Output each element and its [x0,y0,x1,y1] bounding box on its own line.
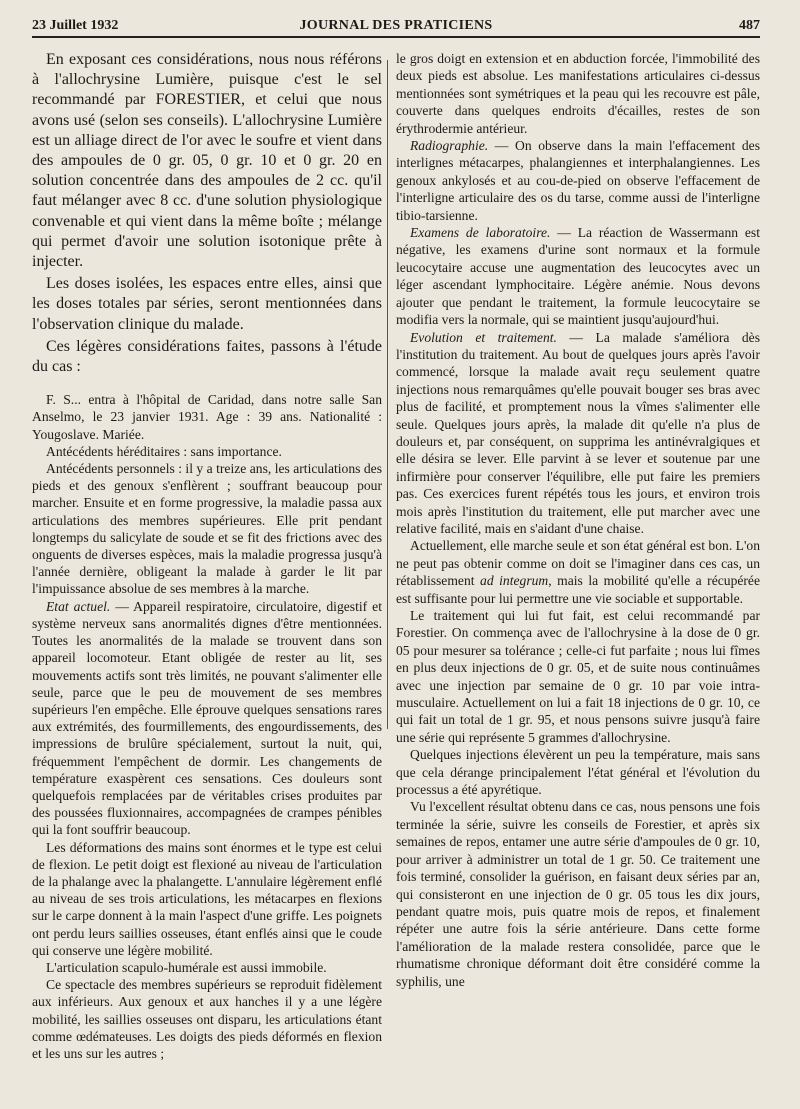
treatment-paragraph: Vu l'excellent résultat obtenu dans ce cas, nous pensons une fois terminée la série, suivre les conseils de Forestier, et après six semaines de repos, entamer une autre série d'ampoules de 0 gr. 10, pour arriver à administrer un total de 1 gr. 50. Ce traitement une fois terminé, consolider la guérison, en faisant deux séries par an, qui consisteront en une injection de 0 gr. 05 tous les dix jours, pendant quatre mois, puis quatre mois de repos, et finalement répéter une autre fois la série antérieure. Dans cette forme l'amélioration de la malade restera consolidée, parce que le rhumatisme chronique déformant doit être considéré comme la syphilis, une [396,799,760,989]
radiography-paragraph [396,137,760,224]
case-paragraph: L'articulation scapulo-humérale est aussi immobile. [46,959,327,975]
evolution-paragraph [396,329,760,538]
treatment-paragraph: Quelques injections élevèrent un peu la température, mais sans que cela dérange principalement l'état général et l'évolution du processus a été apyrétique. [396,747,760,798]
etat-paragraph [32,598,382,839]
laboratory-text: — La réaction de Wassermann est négative, les examens d'urine sont normaux et la formule leucocytaire accuse une augmentation des leucocytes avec un léger ascendant lymphocitaire. Légère anémie. Nous devons ajouter que pendant le traitement, la formule leucocytaire se modifia vers la normale, qui se maintient jusqu'aujourd'hui. [396,225,760,328]
radiography-label: Radiographie. [410,138,489,154]
current-state-text-a: Actuellement, elle marche seule et son état général est bon. L'on ne peut pas obtenir comme on doit se l'imaginer dans ces cas, un rétablissement [396,538,760,589]
case-paragraph: Antécédents personnels : il y a treize ans, les articulations des pieds et des genoux s'enflèrent ; souffrant beaucoup pour marcher. Ensuite et en forme progressive, la maladie passa aux articulations des membres supérieures. Elle prit pendant longtemps du salicylate de soude et se fit des frictions avec des onguents de diverses espèces, mais la maladie progressa jusqu'à l'année dernière, obligeant la malade à garder le lit par l'impuissance absolue de ses membres à la marche. [32,461,382,597]
case-paragraph: Ce spectacle des membres supérieurs se reproduit fidèlement aux inférieurs. Aux genoux et aux hanches il y a une légère mobilité, les saillies osseuses ont disparu, les articulations étant comme œdémateuses. Les doigts des pieds déformés en flexion et les uns sur les autres ; [32,977,382,1061]
etat-text: — Appareil respiratoire, circulatoire, digestif et système nerveux sans anormalités dignes d'être mentionnées. Toutes les anormalités de la malade se trouvent dans son appareil locomoteur. Etant obligée de rester au lit, ses mouvements actifs sont très limités, ne pouvant s'alimenter elle seule, parce que le peu de mouvement de ses membres supérieurs l'en empêche. Elle éprouve quelques sensations rares aux extrémités, des fourmillements, des engourdissements, des impressions de brulûre spécialement, surtout la nuit, qui, fréquemment l'empêchent de dormir. Les changements de température exaspèrent ces sensations. Ces douleurs sont quelquefois remplacées par de véritables crises produites par des poussées fluxionnaires, accompagnées de crampes pénibles qui la font souffrir beaucoup. [32,598,382,838]
intro-paragraph: Les doses isolées, les espaces entre elles, ainsi que les doses totales par séries, seront mentionnées dans l'observation clinique du malade. [32,275,382,333]
current-state-paragraph [396,537,760,607]
case-paragraph: F. S... entra à l'hôpital de Caridad, dans notre salle San Anselmo, le 23 janvier 1931. Age : 39 ans. Nationalité : Yougoslave. Mariée. [32,392,382,442]
evolution-text: — La malade s'améliora dès l'institution du traitement. Au bout de quelques jours après l'avoir commencé, lorsque la malade avait reçu seulement quatre injections nous remarquâmes qu'elle pouvait bouger ses bras avec plus de facilité, et promptement nous la vîmes s'alimenter elle seule. Quelques jours après, la malade dit qu'elle n'a plus de douleurs et, par conséquent, on supprima les antinévralgiques et elle désira se lever. Elle parvint à se lever et soutenue par une infirmière pour conserver l'équilibre, elle put faire les premiers pas. Ces exercices furent répétés tous les jours, et environ trois mois après l'institution du traitement, elle put marcher avec une relative facilité, mais en s'aidant d'une chaise. [396,329,760,536]
case-paragraph: Les déformations des mains sont énormes et le type est celui de flexion. Le petit doigt est flexioné au niveau de l'articulation de la phalange avec la phalangette. L'annulaire légèrement enflé au niveau de ses trois articulations, les métacarpes en flexions sur le carpe donnent à la main l'aspect d'une griffe. Les poignets ont perdu leurs saillies osseuses, étant enflés ainsi que le coude qui conserve une légère mobilité. [32,839,382,958]
issue-date: 23 Juillet 1932 [32,18,119,33]
intro-paragraph: Ces légères considérations faites, passons à l'étude du cas : [32,337,382,376]
treatment-paragraph: Le traitement qui lui fut fait, est celui recommandé par Forestier. On commença avec de l'allochrysine à la dose de 0 gr. 05 pour mesurer sa tolérance ; celle-ci fut parfaite ; nous lui fîmes en plus deux injections de 0 gr. 05, et de suite nous continuâmes avec une injection par semaine de 0 gr. 10 par voie intra-musculaire. Actuellement on lui a fait 18 injections de 0 gr. 10, ce qui fait un total de 1 gr. 95, et nous pensons suivre jusqu'à faire une série qui représente 5 grammes d'allochrysine. [396,608,760,745]
laboratory-label: Examens de laboratoire. [410,225,551,241]
right-column [396,50,760,1097]
continuation-paragraph: le gros doigt en extension et en abduction forcée, l'immobilité des deux pieds est absolue. Les manifestations articulaires ci-dessus mentionnées sont symétriques et la peau qui les recouvre est pâle, couverte dans quelques endroits d'écailles, restes de son érythrodermie antérieur. [396,51,760,136]
case-paragraph: Antécédents héréditaires : sans importance. [46,443,282,459]
column-divider [387,60,388,729]
etat-label: Etat actuel. [46,598,111,614]
current-state-text-b: , mais la mobilité qu'elle a récupérée est suffisante pour lui permettre une vie sociable et supportable. [396,573,760,606]
left-column [32,50,382,1097]
header-rule [32,36,760,38]
laboratory-paragraph [396,224,760,328]
page-number: 487 [739,18,760,33]
intro-section [32,50,382,377]
radiography-text: — On observe dans la main l'effacement des interlignes métacarpes, phalangiennes et interphalangiennes. Les genoux ankylosés et au cou-de-pied on observe l'effacement de l'interligne articulaire des os du tarse, comme aussi de l'interligne tibio-tarsienne. [396,138,760,223]
case-section [32,391,382,1062]
ad-integrum: ad integrum [480,573,549,589]
evolution-label: Evolution et traitement. [410,329,557,345]
journal-title: JOURNAL DES PRATICIENS [299,18,493,33]
intro-paragraph: En exposant ces considérations, nous nous référons à l'allochrysine Lumière, puisque c'est le sel recommandé par FORESTIER, et celui que nous avons usé (selon ses conseils). L'allochrysine Lumière est un alliage direct de l'or avec le soufre et vient dans des ampoules de 0 gr. 05, 0 gr. 10 et 0 gr. 20 en solution concentrée dans des ampoules de 2 cc. qu'il faut mélanger avec 8 cc. d'une solution physiologique convenable et qui vient dans la même boîte ; mélange qui permet d'avoir une solution isotonique prête à injecter. [32,51,382,271]
